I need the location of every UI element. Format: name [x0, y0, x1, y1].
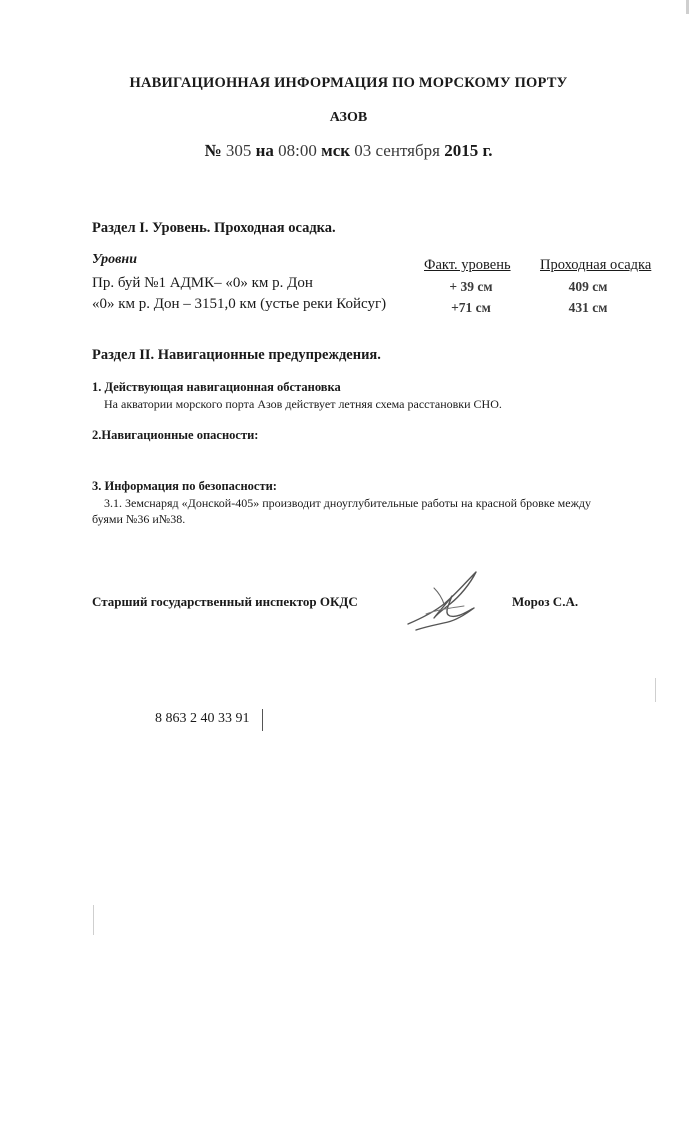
level-row-fact: + 39 см — [449, 279, 493, 294]
section1-title: Раздел I. Уровень. Проходная осадка. — [92, 220, 336, 236]
level-row-label: Пр. буй №1 АДМК– «0» км р. Дон — [92, 275, 313, 291]
nav-hazards-heading: 2.Навигационные опасности: — [92, 428, 259, 442]
contact-phone: 8 863 2 40 33 91 — [155, 711, 250, 726]
timezone-word: мск — [316, 141, 355, 160]
safety-info-heading: 3. Информация по безопасности: — [92, 479, 277, 493]
bulletin-number: 305 — [225, 141, 252, 160]
handwritten-signature-icon — [404, 568, 490, 634]
document-title: НАВИГАЦИОННАЯ ИНФОРМАЦИЯ ПО МОРСКОМУ ПОРТУ — [129, 75, 568, 91]
scan-edge-mark — [686, 0, 689, 14]
nav-situation-heading: 1. Действующая навигационная обстановка — [92, 380, 341, 394]
bulletin-time: 08:00 — [278, 141, 317, 160]
level-row-draft: 431 см — [568, 300, 608, 315]
scan-edge-mark — [655, 678, 656, 702]
inspector-position: Старший государственный инспектор ОКДС — [92, 594, 358, 609]
safety-info-text-line2: буями №36 и№38. — [92, 512, 186, 526]
level-row-fact: +71 см — [451, 300, 491, 315]
port-name: АЗОВ — [329, 110, 368, 125]
safety-info-text-line1: 3.1. Земснаряд «Донской-405» производит дноуглубительные работы на красной бровке между — [104, 496, 591, 510]
section2-title: Раздел II. Навигационные предупреждения. — [92, 347, 381, 363]
bulletin-year: 2015 г. — [439, 141, 493, 160]
bulletin-date: 03 сентября — [354, 141, 440, 160]
column-header-fact-level: Факт. уровень — [424, 257, 511, 273]
column-header-levels: Уровни — [92, 252, 137, 267]
level-row-label: «0» км р. Дон – 3151,0 км (устье реки Койсуг) — [92, 296, 387, 312]
scan-edge-mark — [93, 905, 94, 935]
level-row-draft: 409 см — [568, 279, 608, 294]
nav-situation-text: На акватории морского порта Азов действует летняя схема расстановки СНО. — [104, 397, 502, 411]
number-prefix: № — [204, 141, 226, 160]
at-word: на — [251, 141, 279, 160]
scan-line-mark — [262, 709, 263, 731]
column-header-draft: Проходная осадка — [540, 257, 652, 273]
bulletin-number-line — [0, 141, 697, 161]
inspector-name: Мороз С.А. — [512, 594, 579, 609]
